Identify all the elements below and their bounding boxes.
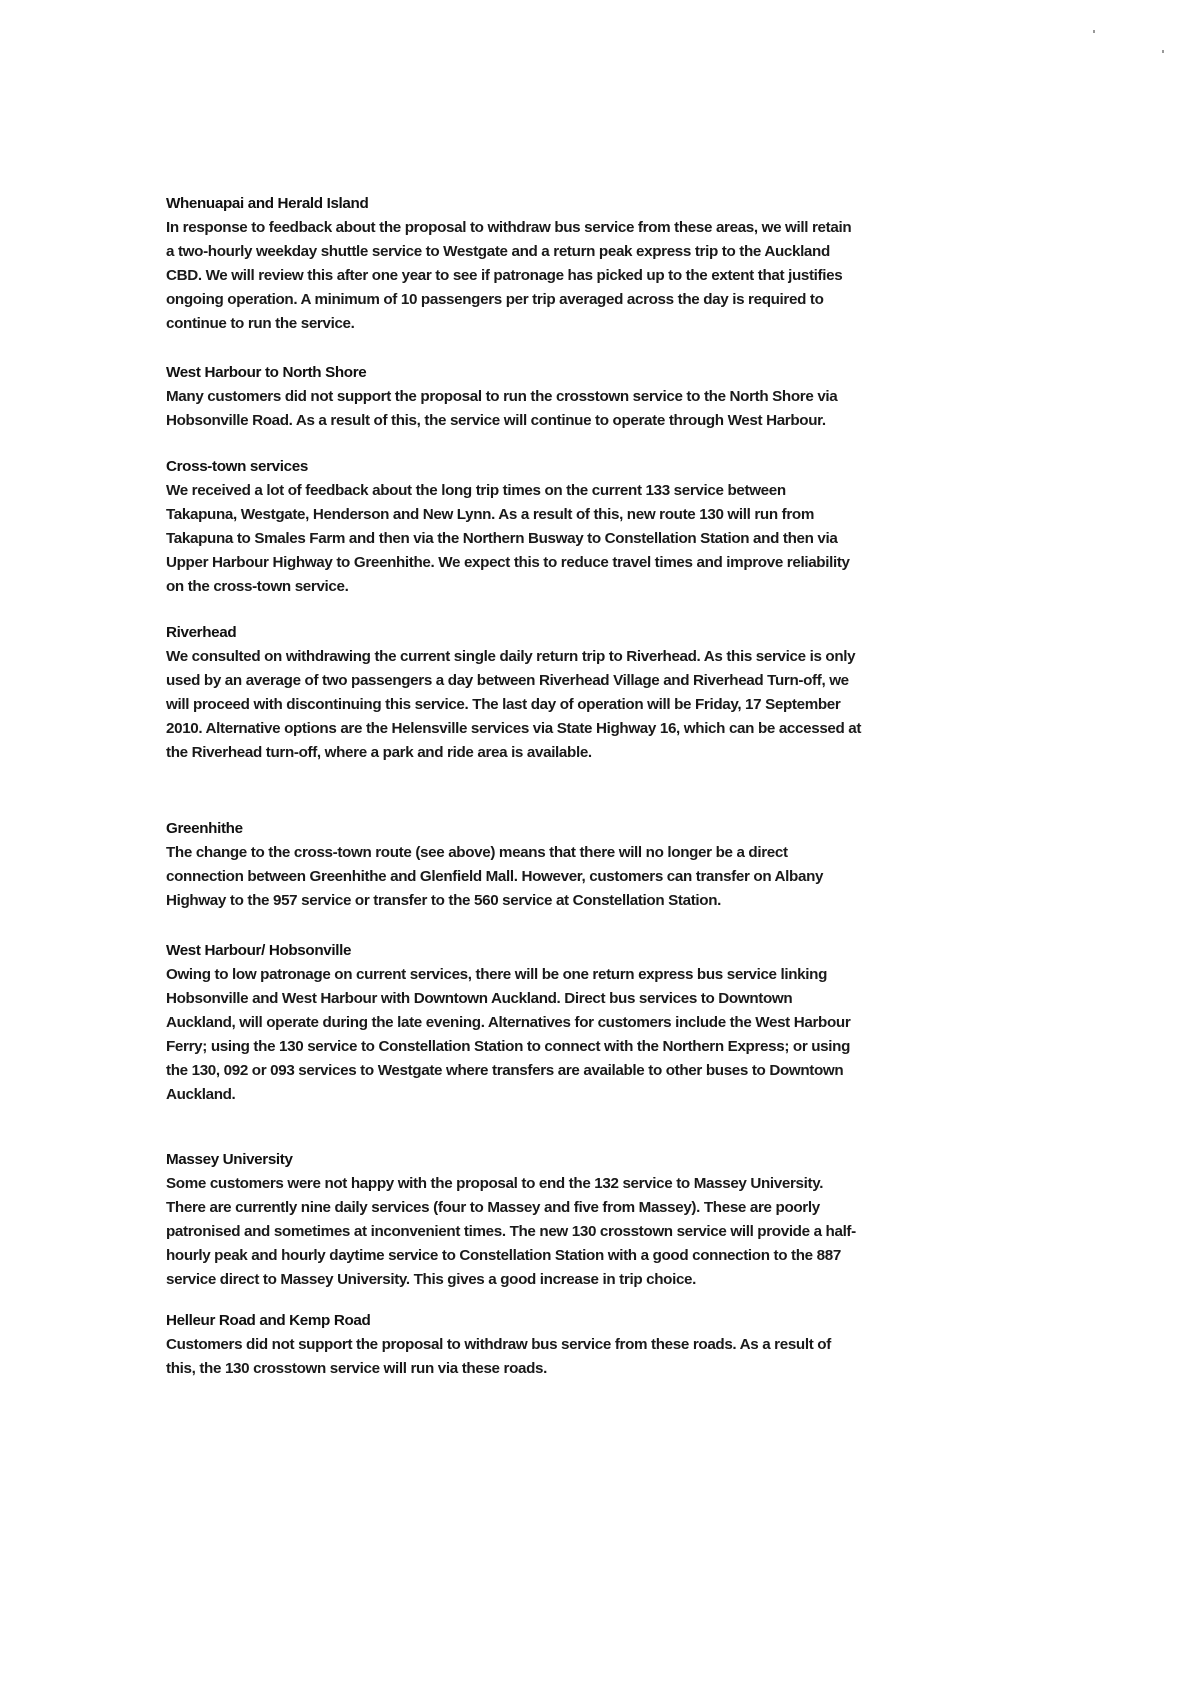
section	[166, 621, 861, 765]
paragraph-line: We received a lot of feedback about the long trip times on the current 133 service between	[166, 482, 786, 499]
paragraph-line: a two-hourly weekday shuttle service to Westgate and a return peak express trip to the Auckland	[166, 243, 830, 260]
section	[166, 817, 823, 913]
paragraph-line: the 130, 092 or 093 services to Westgate where transfers are available to other buses to Downtown	[166, 1062, 844, 1079]
paragraph-line: We consulted on withdrawing the current single daily return trip to Riverhead. As this service is only	[166, 648, 856, 665]
section-heading: Helleur Road and Kemp Road	[166, 1312, 371, 1329]
paragraph-line: patronised and sometimes at inconvenient times. The new 130 crosstown service will provide a half-	[166, 1223, 856, 1240]
section	[166, 939, 850, 1107]
paragraph-line: Takapuna to Smales Farm and then via the Northern Busway to Constellation Station and then via	[166, 530, 838, 547]
section	[166, 361, 837, 433]
paragraph-line: Upper Harbour Highway to Greenhithe. We expect this to reduce travel times and improve reliability	[166, 554, 850, 571]
paragraph-line: connection between Greenhithe and Glenfield Mall. However, customers can transfer on Albany	[166, 868, 824, 885]
paragraph-line: 2010. Alternative options are the Helensville services via State Highway 16, which can be accessed at	[166, 720, 862, 737]
paragraph-line: In response to feedback about the proposal to withdraw bus service from these areas, we will retain	[166, 219, 852, 236]
paragraph-line: Hobsonville Road. As a result of this, the service will continue to operate through West Harbour.	[166, 412, 826, 429]
paragraph-line: will proceed with discontinuing this service. The last day of operation will be Friday, 17 September	[166, 696, 841, 713]
paragraph-line: on the cross-town service.	[166, 578, 349, 595]
paragraph-line: Hobsonville and West Harbour with Downtown Auckland. Direct bus services to Downtown	[166, 990, 793, 1007]
section	[166, 192, 851, 336]
section-heading: West Harbour to North Shore	[166, 364, 367, 381]
paragraph-line: Highway to the 957 service or transfer to the 560 service at Constellation Station.	[166, 892, 722, 909]
paragraph-line: Some customers were not happy with the proposal to end the 132 service to Massey University.	[166, 1175, 824, 1192]
paragraph-line: service direct to Massey University. This gives a good increase in trip choice.	[166, 1271, 697, 1288]
paragraph-line: Ferry; using the 130 service to Constellation Station to connect with the Northern Express; or using	[166, 1038, 850, 1055]
paragraph-line: Auckland, will operate during the late evening. Alternatives for customers include the West Harbour	[166, 1014, 851, 1031]
paragraph-line: There are currently nine daily services (four to Massey and five from Massey). These are poorly	[166, 1199, 820, 1216]
section	[166, 1148, 856, 1292]
paragraph-line: used by an average of two passengers a day between Riverhead Village and Riverhead Turn-off, we	[166, 672, 849, 689]
section	[166, 455, 850, 599]
paragraph-line: The change to the cross-town route (see above) means that there will no longer be a direct	[166, 844, 788, 861]
paragraph-line: this, the 130 crosstown service will run via these roads.	[166, 1360, 547, 1377]
paragraph-line: Many customers did not support the proposal to run the crosstown service to the North Shore via	[166, 388, 838, 405]
paragraph-line: Takapuna, Westgate, Henderson and New Lynn. As a result of this, new route 130 will run from	[166, 506, 814, 523]
paragraph-line: Auckland.	[166, 1086, 236, 1103]
section	[166, 1309, 831, 1381]
paragraph-line: CBD. We will review this after one year to see if patronage has picked up to the extent that justifies	[166, 267, 843, 284]
scan-speck	[1162, 50, 1164, 53]
section-heading: Greenhithe	[166, 820, 243, 837]
section-heading: Massey University	[166, 1151, 293, 1168]
section-heading: Riverhead	[166, 624, 237, 641]
paragraph-line: the Riverhead turn-off, where a park and ride area is available.	[166, 744, 592, 761]
paragraph-line: continue to run the service.	[166, 315, 355, 332]
section-heading: West Harbour/ Hobsonville	[166, 942, 352, 959]
paragraph-line: hourly peak and hourly daytime service to Constellation Station with a good connection to the 887	[166, 1247, 841, 1264]
paragraph-line: Owing to low patronage on current services, there will be one return express bus service linking	[166, 966, 827, 983]
paragraph-line: Customers did not support the proposal to withdraw bus service from these roads. As a result of	[166, 1336, 831, 1353]
paragraph-line: ongoing operation. A minimum of 10 passengers per trip averaged across the day is required to	[166, 291, 824, 308]
section-heading: Whenuapai and Herald Island	[166, 195, 369, 212]
section-heading: Cross-town services	[166, 458, 308, 475]
scan-speck	[1093, 30, 1095, 33]
